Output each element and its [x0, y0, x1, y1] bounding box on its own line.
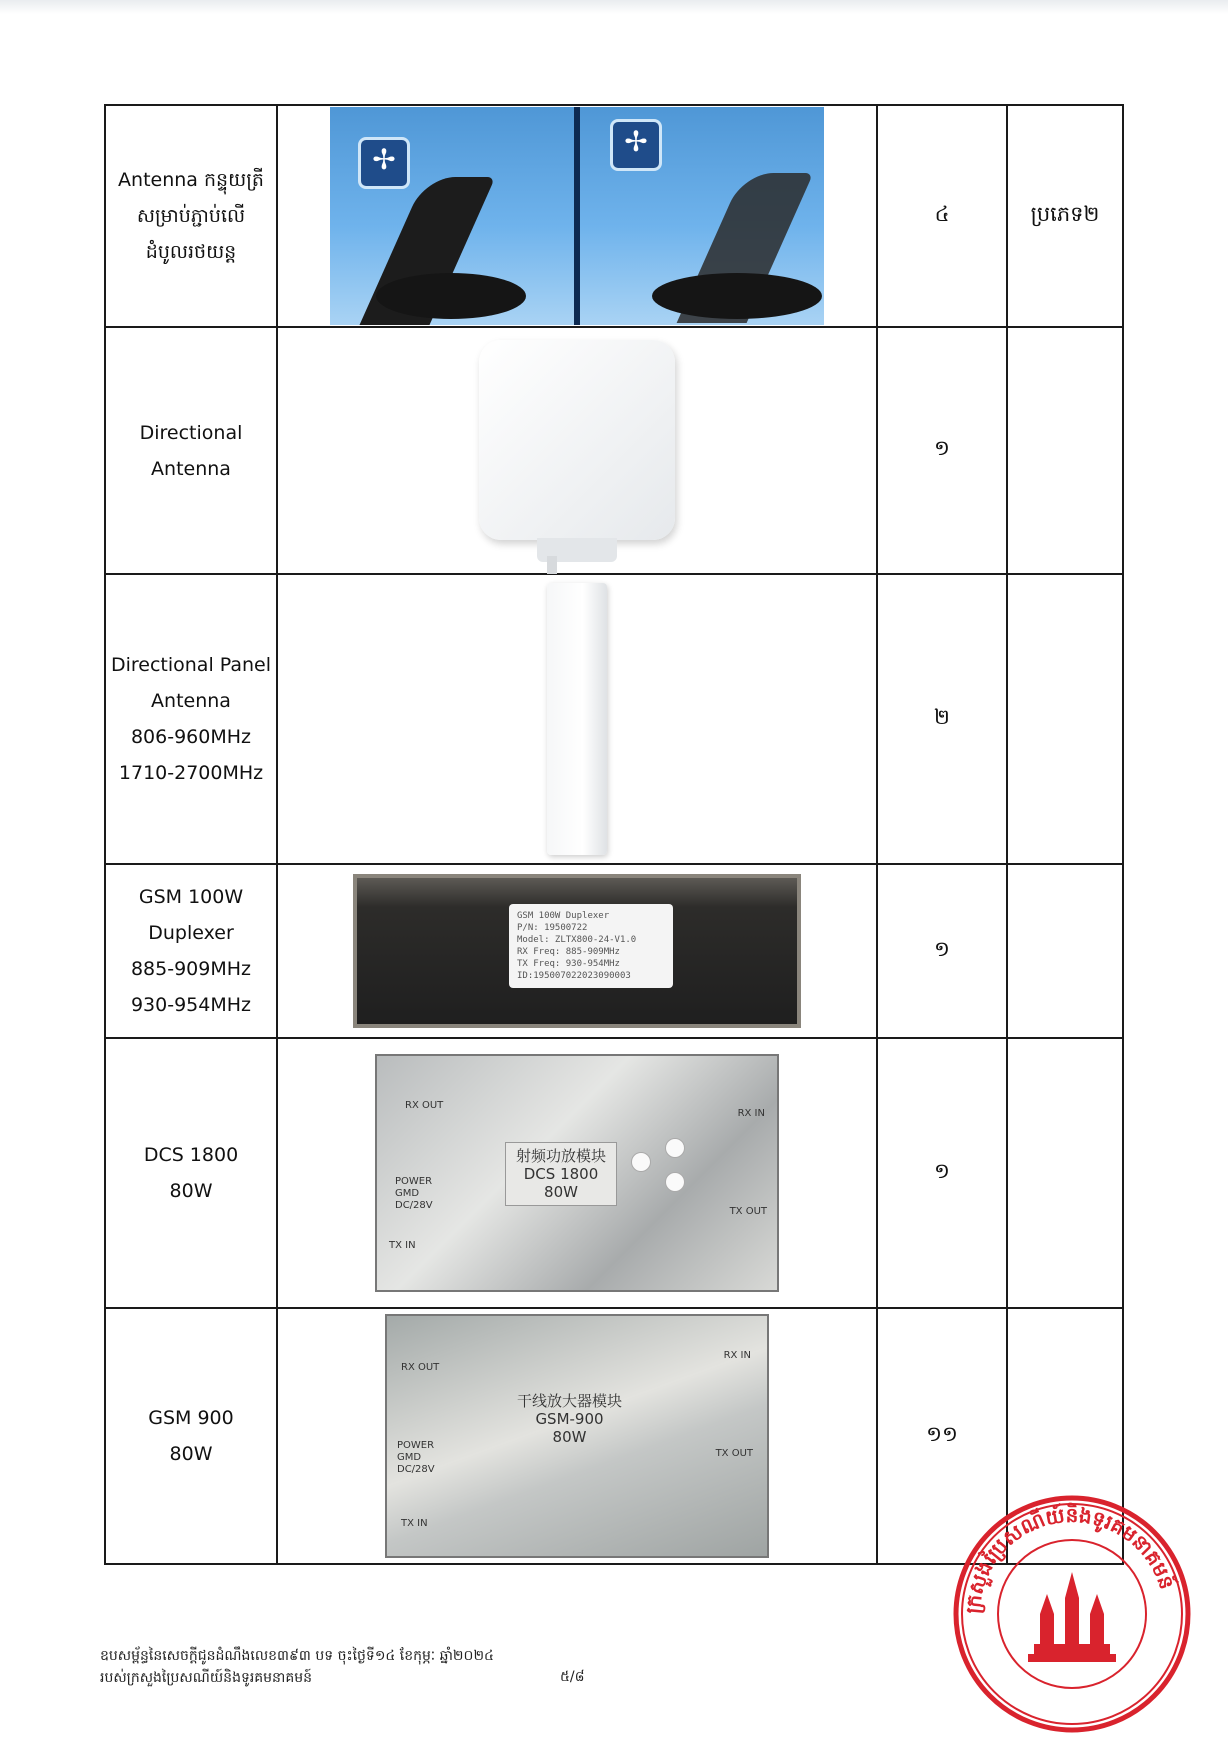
item-photo-cell [277, 1038, 877, 1308]
item-name-line: 80W [169, 1443, 213, 1465]
type-cell [1007, 327, 1123, 574]
footer-line: របស់ក្រសួងប្រៃសណីយ៍និងទូរគមនាគមន៍ [100, 1670, 313, 1686]
type-cell: ប្រភេទ២ [1007, 105, 1123, 327]
item-name-cell [105, 864, 277, 1038]
brand-logo-icon: ✢ [358, 137, 410, 189]
item-name-line: Antenna កន្ទុយត្រី [118, 169, 264, 191]
dcs1800-module-photo: RX OUT RX IN POWER GMD DC/28V TX OUT TX IN 射频功放模块 DCS 1800 80W [375, 1054, 779, 1292]
directional-panel-antenna-photo [547, 583, 607, 855]
module-nameplate: 干线放大器模块 GSM-900 80W [517, 1392, 623, 1446]
item-name-cell [105, 1038, 277, 1308]
table-row [105, 574, 1123, 864]
quantity-cell: ១ [877, 864, 1007, 1038]
svg-text:ក្រសួងប្រៃសណីយ៍និងទូរគមនាគមន៍: ក្រសួងប្រៃសណីយ៍និងទូរគមនាគមន៍ [960, 1502, 1180, 1615]
item-name-line: 806-960MHz [130, 726, 252, 748]
item-name-cell [105, 574, 277, 864]
duplexer-label: GSM 100W Duplexer P/N: 19500722 Model: ZLTX800-24-V1.0 RX Freq: 885-909MHz TX Freq: 930-954MHz ID:195007022023090003 [509, 904, 673, 988]
footer-line: ឧបសម្ព័ន្ធនៃសេចក្តីជូនដំណឹងលេខ៣៩៣ បទ ចុះថ្ងៃទី១៤ ខែកុម្ភៈ ឆ្នាំ២០២៤ [100, 1648, 494, 1664]
gsm900-module-photo: RX OUT RX IN POWER GMD DC/28V TX OUT TX IN 干线放大器模块 GSM-900 80W [385, 1314, 769, 1558]
table-row [105, 105, 1123, 327]
duplexer-photo [353, 874, 801, 1028]
item-name-line: Antenna [151, 690, 231, 712]
item-photo-cell [277, 1308, 877, 1564]
item-name-cell [105, 1308, 277, 1564]
ministry-seal-icon [952, 1494, 1192, 1734]
equipment-table [104, 104, 1124, 1565]
type-cell [1007, 574, 1123, 864]
brand-logo-icon: ✢ [610, 119, 662, 171]
item-name-line: DCS 1800 [143, 1144, 239, 1166]
page-number: ៥/៨ [560, 1669, 585, 1685]
table-row [105, 1038, 1123, 1308]
quantity-cell: ១ [877, 1038, 1007, 1308]
item-name-line: ដំបូលរថយន្ត [145, 241, 237, 263]
table-row [105, 864, 1123, 1038]
item-name-line: 930-954MHz [130, 994, 252, 1016]
item-photo-cell [277, 574, 877, 864]
item-name-line: Directional [139, 421, 243, 444]
type-cell [1007, 1038, 1123, 1308]
item-name-line: 80W [169, 1180, 213, 1202]
quantity-cell: ១ [877, 327, 1007, 574]
item-name-line: 1710-2700MHz [118, 762, 264, 784]
item-name-line: សម្រាប់ភ្ជាប់លើ [136, 205, 246, 227]
type-cell [1007, 864, 1123, 1038]
item-name-line: Antenna [151, 457, 231, 480]
quantity-cell: ១១ [877, 1308, 1007, 1564]
car-roof-antenna-photo [330, 107, 824, 325]
scan-edge [0, 0, 1228, 14]
quantity-cell: ៤ [877, 105, 1007, 327]
item-name-line: GSM 100W [138, 886, 244, 908]
item-name-cell [105, 105, 277, 327]
item-name-line: 885-909MHz [130, 958, 252, 980]
item-name-line: Directional Panel [110, 654, 272, 676]
item-name-line: GSM 900 [148, 1407, 234, 1429]
quantity-cell: ២ [877, 574, 1007, 864]
item-name-line: Duplexer [148, 922, 234, 944]
module-nameplate: 射频功放模块 DCS 1800 80W [505, 1142, 617, 1206]
item-photo-cell [277, 864, 877, 1038]
item-name-cell [105, 327, 277, 574]
directional-antenna-photo [278, 340, 876, 562]
footer-note [100, 1645, 800, 1689]
item-photo-cell [277, 327, 877, 574]
item-photo-cell [277, 105, 877, 327]
table-row [105, 327, 1123, 574]
